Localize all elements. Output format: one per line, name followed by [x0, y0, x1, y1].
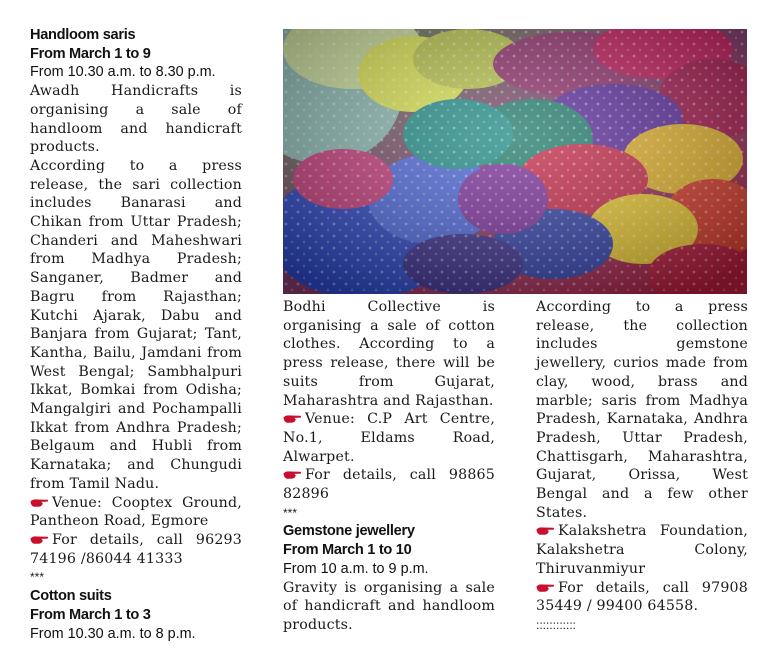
pointing-hand-icon: [283, 469, 302, 480]
listing-dates: From March 1 to 3: [30, 606, 151, 623]
venue-line: [30, 494, 242, 531]
listing-time: From 10.30 a.m. to 8.30 p.m.: [30, 64, 216, 81]
end-mark: ::::::::::::: [536, 617, 577, 632]
listing-dates: From March 1 to 10: [283, 542, 412, 559]
listing-heading: Handloom saris: [30, 27, 136, 43]
contact-text: For details, call 96293 74196 /86044 41333: [30, 531, 242, 567]
contact-text: For details, call 98865 82896: [283, 467, 495, 503]
venue-line: [536, 522, 748, 578]
pointing-hand-icon: [283, 413, 302, 424]
pointing-hand-icon: [536, 582, 555, 593]
column-3: [536, 298, 748, 635]
contact-text: For details, call 97908 35449 / 99400 64558.: [536, 579, 748, 615]
listing-time: From 10.30 a.m. to 8 p.m.: [30, 625, 196, 642]
listing-description: Awadh Handicrafts is organising a sale of handloom and handicraft products.: [30, 83, 242, 156]
pointing-hand-icon: [30, 534, 49, 545]
listing-time: From 10 a.m. to 9 p.m.: [283, 560, 429, 577]
venue-text: Venue: C.P Art Centre, No.1, Eldams Road, Alwarpet.: [283, 411, 495, 465]
venue-line: [283, 410, 495, 466]
pointing-hand-icon: [536, 525, 555, 536]
listing-description: Bodhi Collective is organising a sale of cotton clothes. According to a press release, there will be suits from Gujarat, Maharashtra and Rajasthan.: [283, 299, 495, 409]
venue-text: Kalakshetra Foundation, Kalakshetra Colony, Thiruvanmiyur: [536, 523, 748, 577]
listing-heading: Cotton suits: [30, 588, 112, 605]
listing-heading: Gemstone jewellery: [283, 523, 415, 540]
listing-details-text: According to a press release, the collection includes gemstone jewellery, curios made from clay, wood, brass and marble; saris from Madhya Pradesh, Karnataka, Andhra Pradesh, Uttar Pradesh, Chattisgarh, Maharashtra, Gujarat, Orissa, West Bengal and a few other States.: [536, 299, 748, 521]
section-separator: ***: [30, 570, 45, 585]
pointing-hand-icon: [30, 497, 49, 508]
contact-line: [30, 531, 242, 568]
bandhani-saris-photo: [283, 29, 747, 294]
section-separator: ***: [283, 505, 298, 520]
listing-description: Gravity is organising a sale of handicraft and handloom products.: [283, 579, 495, 633]
listing-dates: From March 1 to 9: [30, 45, 151, 62]
venue-text: Venue: Cooptex Ground, Pantheon Road, Egmore: [30, 494, 242, 530]
column-1: [30, 26, 242, 643]
contact-line: [536, 579, 748, 616]
contact-line: [283, 466, 495, 503]
listing-details-text: According to a press release, the sari collection includes Banarasi and Chikan from Uttar Pradesh; Chanderi and Maheshwari from Madhya Pradesh; Sanganer, Badmer and Bagru from Rajasthan; Kutchi Ajarak, Dabu and Banjara from Gujarat; Tant, Kantha, Bailu, Jamdani from West Bengal; Sambhalpuri Ikkat, Bomkai from Odisha; Mangalgiri and Pochampalli Ikkat from Andhra Pradesh; Belgaum and Hubli from Karnataka; and Chungudi from Tamil Nadu.: [30, 157, 242, 492]
column-2: [283, 298, 495, 635]
